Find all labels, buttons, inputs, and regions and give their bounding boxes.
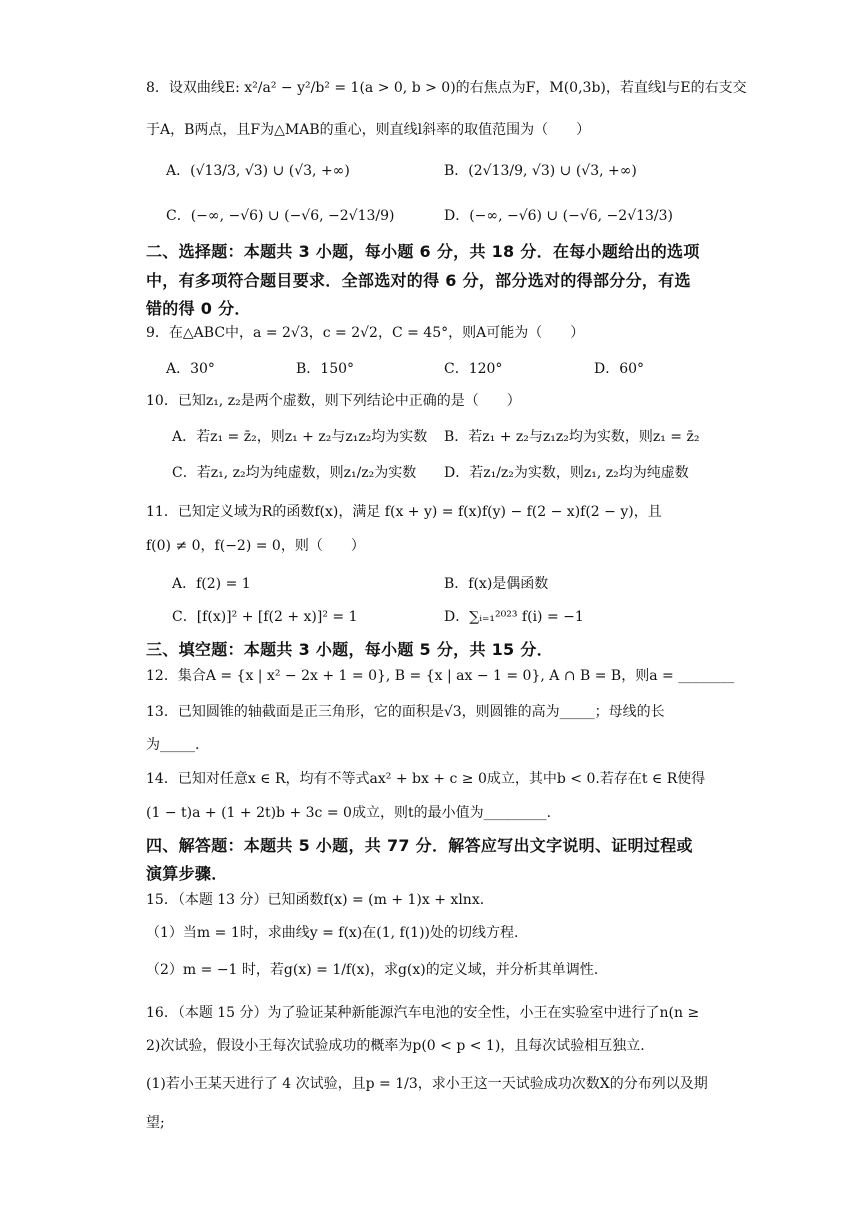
q15-part2: （2）m = −1 时，若g(x) = 1/f(x)，求g(x)的定义域，并分析其单调性. <box>146 962 599 978</box>
section4-heading-line2: 演算步骤． <box>146 864 228 883</box>
q16-stem-line1: 16．（本题 15 分）为了验证某种新能源汽车电池的安全性，小王在实验室中进行了n(n ≥ <box>146 1005 700 1021</box>
section2-heading-line2: 中，有多项符合题目要求．全部选对的得 6 分，部分选对的得部分分，有选 <box>146 271 691 290</box>
section4-heading-line1: 四、解答题：本题共 5 小题，共 77 分．解答应写出文字说明、证明过程或 <box>146 836 693 855</box>
q14-stem-line2: (1 − t)a + (1 + 2t)b + 3c = 0成立，则t的最小值为_________. <box>146 805 552 821</box>
q10-stem: 10．已知z₁, z₂是两个虚数，则下列结论中正确的是（ ） <box>146 393 521 409</box>
q13-stem-line1: 13．已知圆锥的轴截面是正三角形，它的面积是√3，则圆锥的高为_____；母线的长 <box>146 704 665 720</box>
q14-stem-line1: 14．已知对任意x ∈ R，均有不等式ax² + bx + c ≥ 0成立，其中b < 0.若存在t ∈ R使得 <box>146 771 706 787</box>
q11-option-a: A．f(2) = 1 <box>172 576 251 592</box>
q8-option-a: A．(√13/3, √3) ∪ (√3, +∞) <box>166 163 350 179</box>
q9-option-c: C．120° <box>444 361 503 377</box>
q16-stem-line2: 2)次试验，假设小王每次试验成功的概率为p(0 < p < 1)，且每次试验相互独立. <box>146 1038 645 1054</box>
q16-part1-line1: (1)若小王某天进行了 4 次试验，且p = 1/3，求小王这一天试验成功次数X的分布列以及期 <box>146 1076 708 1092</box>
q8-option-d: D．(−∞, −√6) ∪ (−√6, −2√13/3) <box>444 208 674 224</box>
q8-option-c: C．(−∞, −√6) ∪ (−√6, −2√13/9) <box>166 208 395 224</box>
q8-stem-line1: 8．设双曲线E: x²/a² − y²/b² = 1(a > 0, b > 0)的右焦点为F，M(0,3b)，若直线l与E的右支交 <box>146 80 747 96</box>
section2-heading-line3: 错的得 0 分． <box>146 299 251 318</box>
q11-option-b: B．f(x)是偶函数 <box>444 576 549 592</box>
q12-stem: 12．集合A = {x | x² − 2x + 1 = 0}, B = {x | ax − 1 = 0}, A ∩ B = B，则a = ________ <box>146 668 735 684</box>
q10-option-b: B．若z₁ + z₂与z₁z₂均为实数，则z₁ = z̄₂ <box>444 429 700 445</box>
q9-stem: 9．在△ABC中，a = 2√3，c = 2√2，C = 45°，则A可能为（ ） <box>146 325 585 341</box>
q16-part1-line2: 望; <box>146 1115 165 1131</box>
q11-stem-line2: f(0) ≠ 0，f(−2) = 0，则（ ） <box>146 538 365 554</box>
section2-heading-line1: 二、选择题：本题共 3 小题，每小题 6 分，共 18 分．在每小题给出的选项 <box>146 242 700 261</box>
q10-option-c: C．若z₁, z₂均为纯虚数，则z₁/z₂为实数 <box>172 465 417 481</box>
q8-stem-line2: 于A，B两点，且F为△MAB的重心，则直线l斜率的取值范围为（ ） <box>146 122 591 138</box>
q13-stem-line2: 为_____. <box>146 737 200 753</box>
q15-stem: 15．（本题 13 分）已知函数f(x) = (m + 1)x + xlnx. <box>146 892 485 908</box>
q9-option-b: B．150° <box>296 361 355 377</box>
q9-option-d: D．60° <box>594 361 645 377</box>
q15-part1: （1）当m = 1时，求曲线y = f(x)在(1, f(1))处的切线方程. <box>146 925 519 941</box>
q9-option-a: A．30° <box>166 361 215 377</box>
q11-stem-line1: 11．已知定义域为R的函数f(x)，满足 f(x + y) = f(x)f(y) − f(2 − x)f(2 − y)，且 <box>146 504 662 520</box>
q10-option-d: D．若z₁/z₂为实数，则z₁, z₂均为纯虚数 <box>444 465 689 481</box>
q11-option-d: D．∑ᵢ₌₁²⁰²³ f(i) = −1 <box>444 609 584 625</box>
section3-heading: 三、填空题：本题共 3 小题，每小题 5 分，共 15 分． <box>146 640 553 659</box>
q8-option-b: B．(2√13/9, √3) ∪ (√3, +∞) <box>444 163 637 179</box>
q10-option-a: A．若z₁ = z̄₂，则z₁ + z₂与z₁z₂均为实数 <box>172 429 428 445</box>
q11-option-c: C．[f(x)]² + [f(2 + x)]² = 1 <box>172 609 358 625</box>
